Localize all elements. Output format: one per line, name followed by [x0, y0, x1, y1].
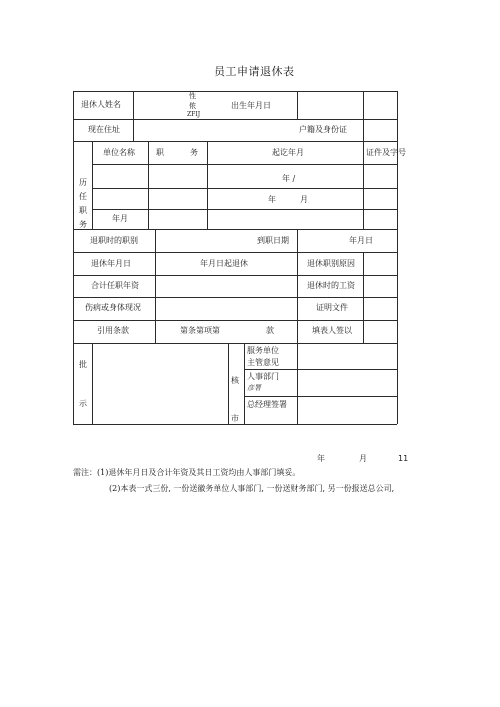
label-cited-clause: 引用条款: [97, 326, 129, 335]
col-line: [155, 297, 156, 320]
label-history-unit: 单位名称: [103, 148, 135, 157]
label-verify-2: 市: [231, 414, 239, 423]
col-line: [363, 119, 364, 141]
col-line: [363, 297, 364, 320]
label-injury-health: 伤病或身体现况: [85, 303, 141, 312]
col-line: [155, 252, 156, 275]
article-clause: 第条第项第: [180, 326, 220, 335]
note-1: 需注：(1)退休年月日及合计年资及其日工资均由人事部门填妥。: [73, 468, 301, 477]
table-border-bottom: [73, 424, 397, 425]
label-applicant-signature: 填表人签以: [312, 326, 352, 335]
col-line: [363, 275, 364, 297]
row-line: [73, 275, 397, 276]
label-hukou-id: 户籍及身份证: [299, 125, 347, 134]
col-line: [297, 343, 298, 424]
label-history-2: 任: [79, 192, 87, 201]
col-line: [155, 229, 156, 252]
row-line: [73, 141, 397, 142]
label-history-3: 职: [79, 206, 87, 215]
row-line: [92, 188, 397, 189]
row-line: [244, 396, 397, 397]
col-line: [133, 119, 134, 141]
label-retiree-name: 退休人姓名: [81, 100, 121, 109]
row-line: [73, 320, 397, 321]
col-line: [244, 343, 245, 424]
col-line: [297, 229, 298, 252]
label-approval-1: 批: [79, 360, 87, 369]
clause: 款: [266, 326, 274, 335]
col-line: [363, 320, 364, 343]
table-border-right: [397, 91, 398, 424]
col-line: [228, 343, 229, 424]
col-line: [363, 91, 364, 119]
footer-day: 11: [398, 454, 409, 463]
label-certificate-docs: 证明文件: [316, 303, 348, 312]
label-gender-2: 侬: [189, 102, 196, 110]
col-line: [148, 141, 149, 229]
retirement-from: 年月日起退休: [200, 259, 248, 268]
label-salary-at-retirement: 退休时的工资: [307, 281, 355, 290]
label-gender-1: 性: [189, 92, 196, 100]
col-line: [297, 252, 298, 275]
row-line: [73, 229, 397, 230]
arrival-year-month-day: 年月日: [349, 236, 373, 245]
footer-month: 月: [359, 454, 367, 463]
label-birth-date: 出生年月日: [231, 101, 271, 110]
col-line: [297, 275, 298, 297]
table-border-top: [73, 91, 397, 92]
label-retirement-date: 退休年月日: [91, 259, 131, 268]
row-line: [73, 343, 397, 344]
col-line: [155, 275, 156, 297]
footer-year: 年: [317, 454, 325, 463]
label-history-period: 起讫年月: [272, 148, 304, 157]
col-line: [155, 320, 156, 343]
label-arrival-date: 到职日期: [257, 236, 289, 245]
label-gm-signature: 总经理签署: [247, 400, 287, 409]
row-line: [244, 369, 397, 370]
note-2: (2)本表一式三份, 一份送徽务单位人事部门, 一份送财务部门, 另一份报送总公司,: [109, 484, 395, 493]
col-line: [363, 252, 364, 275]
label-approval-2: 示: [79, 399, 87, 408]
label-history-4: 务: [79, 220, 87, 229]
history-year-month-1: 年 /: [282, 174, 296, 183]
history-year-month-2: 年月: [112, 214, 128, 223]
label-hr-dept-1: 人事部门: [247, 372, 279, 381]
history-year: 年: [268, 195, 276, 204]
label-current-address: 现在住址: [88, 125, 120, 134]
label-total-seniority: 合计任职年资: [91, 281, 139, 290]
label-history-duty-1: 职: [156, 148, 164, 157]
label-service-unit-1: 服务单位: [247, 346, 279, 355]
col-line: [363, 141, 364, 229]
col-line: [92, 141, 93, 229]
row-line: [92, 164, 397, 165]
row-line: [92, 209, 397, 210]
label-history-cert: 证件及字号: [366, 148, 406, 157]
label-gender-3: ZFIJ: [187, 111, 201, 118]
label-position-at-retirement: 退职时的职别: [90, 236, 138, 245]
col-line: [133, 91, 134, 119]
row-line: [73, 252, 397, 253]
label-history-1: 历: [79, 178, 87, 187]
label-verify-1: 核: [231, 376, 239, 385]
page-title: 员工申请退休表: [214, 65, 295, 78]
col-line: [297, 297, 298, 320]
col-line: [92, 343, 93, 424]
col-line: [207, 141, 208, 229]
label-service-unit-2: 主管意见: [247, 358, 279, 367]
row-line: [73, 297, 397, 298]
label-history-duty-2: 务: [190, 148, 198, 157]
label-retirement-reason: 退休职别原因: [307, 259, 355, 268]
row-line: [73, 119, 397, 120]
col-line: [297, 91, 298, 119]
label-hr-dept-2: 彦署: [247, 384, 261, 392]
col-line: [297, 320, 298, 343]
history-month: 月: [300, 195, 308, 204]
